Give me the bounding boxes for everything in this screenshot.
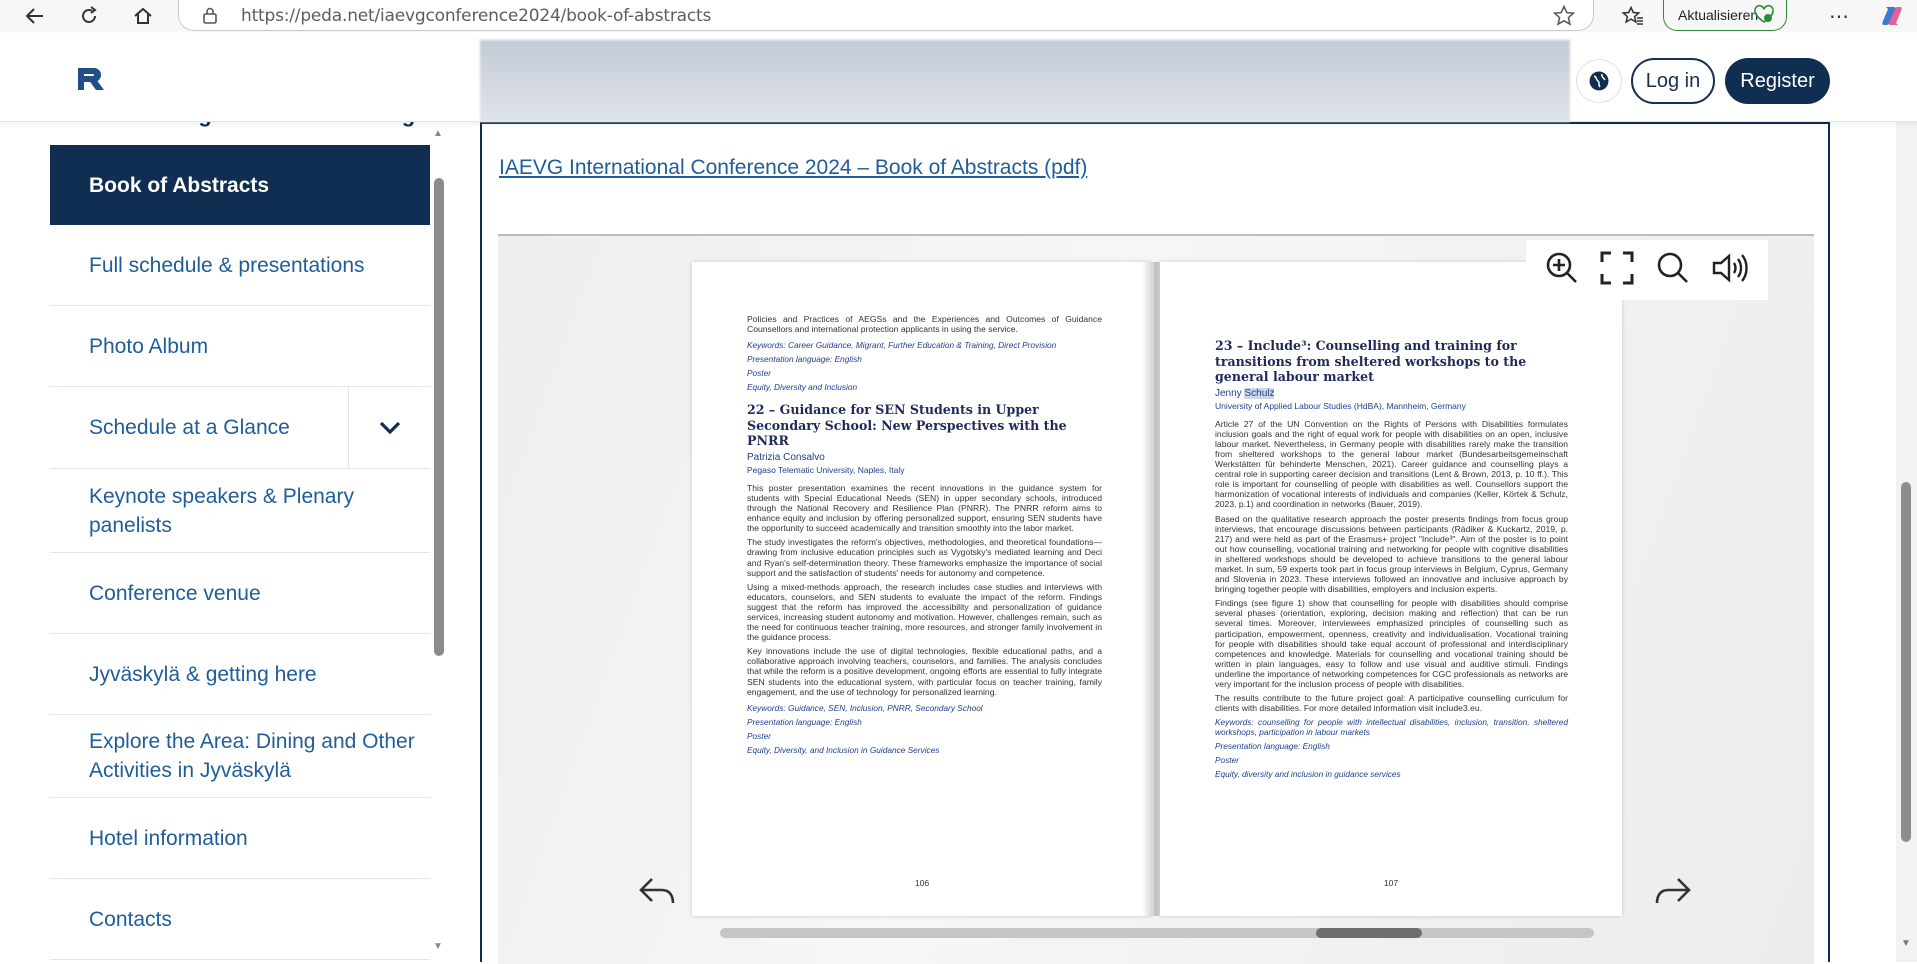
book-page-left (692, 262, 1152, 916)
sidebar-item-book-of-abstracts[interactable] (50, 145, 430, 225)
sidebar-scrollbar-thumb[interactable] (434, 178, 444, 656)
favorites-icon[interactable] (1618, 3, 1648, 29)
sidebar-item-label: Explore the Area: Dining and Other Activities in Jyväskylä (89, 730, 415, 782)
book-page-right (1160, 262, 1622, 916)
sidebar-item-hotel-information[interactable] (50, 798, 430, 879)
abstract-author: Jenny Schulz (1215, 387, 1275, 399)
book-of-abstracts-pdf-link[interactable]: IAEVG International Conference 2024 – Book of Abstracts (pdf) (499, 156, 1088, 179)
theme-text: Equity, diversity and inclusion in guidance services (1215, 769, 1401, 780)
sidebar-item-conference-venue[interactable] (50, 553, 430, 634)
theme-text: Equity, Diversity and Inclusion (747, 382, 858, 393)
sidebar-item-photo-album[interactable] (50, 306, 430, 387)
scroll-up-arrow-icon[interactable]: ▲ (433, 128, 443, 139)
presentation-language-text: Presentation language: English (747, 354, 862, 365)
sidebar-item-label: Book of Abstracts (89, 173, 270, 197)
presentation-type-text: Poster (1215, 755, 1239, 766)
register-button[interactable]: Register (1725, 58, 1830, 104)
page-text: Policies and Practices of AEGSs and the Experiences and Outcomes of Guidance Counsellors and international protection applicants in using the service. (747, 314, 1102, 335)
browser-toolbar (0, 0, 1917, 32)
update-label: Aktualisieren (1678, 7, 1759, 23)
keywords-text: Keywords: Career Guidance, Migrant, Further Education & Training, Direct Provision (747, 340, 1057, 351)
sidebar-item-label: Schedule at a Glance (89, 416, 290, 439)
reload-icon[interactable] (74, 3, 104, 29)
abstract-author: Patrizia Consalvo (747, 451, 825, 463)
back-icon[interactable] (20, 3, 50, 29)
presentation-type-text: Poster (747, 368, 771, 379)
page-text: The study investigates the reform's objectives, methodologies, and theoretical foundations—drawing from inclusive education principles such as Vygotsky's mediated learning and Deci and Ryan's self-determination theory. These frameworks emphasize the importance of social support and the satisfaction of students' needs for autonomy and competence. (747, 537, 1102, 578)
page-number: 107 (1383, 878, 1399, 888)
site-header (0, 40, 1917, 122)
more-options-icon[interactable]: ⋯ (1829, 5, 1849, 28)
abstract-affiliation: University of Applied Labour Studies (HdBA), Mannheim, Germany (1215, 400, 1466, 411)
sidebar-item-keynote-speakers[interactable] (50, 469, 430, 553)
heart-update-icon (1754, 6, 1774, 27)
login-button[interactable]: Log in (1631, 58, 1715, 104)
previous-page-arrow-icon[interactable] (638, 876, 676, 911)
abstract-title: 23 – Include³: Counselling and training for transitions from sheltered workshops to the general labour market (1215, 338, 1527, 384)
globe-icon (1588, 70, 1610, 92)
zoom-in-icon[interactable] (1545, 251, 1579, 290)
page-text: The results contribute to the future project goal: A participative counselling curriculum for clients with disabilities. For more detailed information visit include3.eu. (1215, 693, 1568, 714)
scroll-down-arrow-icon[interactable]: ▼ (433, 941, 443, 952)
url-text[interactable]: https://peda.net/iaevgconference2024/book-of-abstracts (241, 6, 712, 26)
page-text: Based on the qualitative research approach the poster presents findings from focus group interviews, that encourage discussions between participants (Rädiker & Kuckartz, 2019, p. 217) and were held as part of the Erasmus+ project "Include³". Aim of the poster is to point out how counselling, vocational training and networking for people with cognitive disabilities in sheltered workshops should be developed to achieve transitions to the general labour market. In sum, 59 experts took part in focus group interviews in Belgium, Cyprus, Germany and Slovenia in 2023. These interviews followed an innovative and inclusive approach by bringing together people with disabilities, employers and inclusion experts. (1215, 513, 1568, 595)
sidebar-item-label: Contacts (89, 907, 172, 931)
address-bar[interactable] (178, 0, 1594, 31)
main-content (480, 122, 1830, 962)
abstract-affiliation: Pegaso Telematic University, Naples, Italy (747, 464, 905, 475)
language-globe-button[interactable] (1577, 60, 1621, 102)
sidebar-item-full-schedule[interactable] (50, 225, 430, 306)
header-blurred-area (480, 40, 1570, 122)
copilot-icon[interactable] (1877, 3, 1907, 29)
flipbook-viewer[interactable] (498, 234, 1814, 964)
page-text: Key innovations include the use of digital technologies, flexible educational paths, and a collaborative approach involving teachers, counselors, and families. The analysis concludes that while the reform is a positive development, ongoing efforts are essential to fully integrate SEN students into the educational system, with particular focus on teacher training, family engagement, and the use of technology for personalized learning. (747, 646, 1102, 697)
presentation-type-text: Poster (747, 730, 771, 741)
expand-submenu-button[interactable] (348, 387, 430, 468)
abstract-title: 22 – Guidance for SEN Students in Upper Secondary School: New Perspectives with the PNRR (747, 402, 1067, 449)
peda-logo-icon[interactable] (76, 66, 106, 97)
sidebar-item-label: Keynote speakers & Plenary panelists (89, 484, 354, 537)
favorite-star-icon[interactable] (1553, 5, 1575, 31)
page-number: 106 (914, 878, 930, 888)
chevron-down-icon (379, 421, 401, 435)
sidebar-item-jyvaskyla-getting-here[interactable] (50, 634, 430, 715)
next-page-arrow-icon[interactable] (1654, 876, 1692, 911)
sidebar-item-schedule-at-a-glance[interactable] (50, 387, 430, 469)
sidebar-nav (50, 122, 430, 962)
theme-text: Equity, Diversity, and Inclusion in Guidance Services (747, 744, 940, 755)
page-text: Article 27 of the UN Convention on the Rights of Persons with Disabilities formulates inclusion goals and the right of equal work for people with disabilities on an open, inclusive labour market. Nevertheless, in Germany people with disabilities rarely make the transition from sheltered workshops to the general labour market (Bundesarbeitsgemeinschaft Werkstätten für behinderte Menschen, 2021). Career guidance and counselling plays a central role in supporting career decision and transitions (Lent & Brown, 2013, p. 10 ff.). This role is important for counselling of people with disabilities as well. Counsellors support the harmonization of vocational interests of individuals and companies (Keller, Körtek & Schulz, 2023, p.1) and coordination in networks (Bauer, 2019). (1215, 418, 1568, 510)
update-button[interactable] (1663, 0, 1787, 31)
search-highlight: Schulz (1244, 387, 1275, 399)
sidebar-item-label: Photo Album (89, 334, 209, 358)
presentation-language-text: Presentation language: English (1215, 741, 1330, 752)
page-text: This poster presentation examines the recent innovations in the guidance system for students with Special Educational Needs (SEN) in upper secondary schools, introduced through the National Recovery and Resilience Plan (PNRR). The PNRR reform aims to enhance equity and inclusion by offering personalized support, ensuring SEN students have the opportunity to succeed academically and transition smoothly into the labor market. (747, 482, 1102, 534)
lock-icon (203, 7, 217, 29)
sidebar-item-explore-the-area[interactable] (50, 715, 430, 798)
scroll-down-arrow-icon[interactable]: ▼ (1901, 938, 1911, 949)
page-text: Findings (see figure 1) show that counselling for people with disabilities should comprise several phases (orientation, exploring, decision making and reflection) that can be run several times. Moreover, interviewees emphasized principles of counselling such as participation, empowerment, openness, creativity and individualisation. Vocational training for people with disabilities should take equal account of professional and interdisciplinary competences and knowledge. Materials for counselling and vocational training should be written in plain languages, easy to follow and use visual and auditive stimuli. Findings underline the importance of networking competences for CGC professionals as networks are very important for the inclusion process of people with disabilities. (1215, 598, 1568, 690)
read-aloud-speaker-icon[interactable] (1711, 251, 1749, 290)
sidebar-item-label: Full schedule & presentations (89, 253, 365, 277)
search-icon[interactable] (1656, 251, 1690, 290)
presentation-language-text: Presentation language: English (747, 716, 862, 727)
home-icon[interactable] (128, 3, 158, 29)
sidebar-item-label: Jyväskylä & getting here (89, 662, 317, 686)
page-text: Using a mixed-methods approach, the research includes case studies and interviews with educators, counselors, and SEN students to evaluate the impact of the reform. Findings suggest that the reform has improved the accessibility and personalization of guidance services, increasing student autonomy and motivation. However, challenges remain, such as the need for continuous teacher training, more resources, and stronger family involvement in the guidance process. (747, 581, 1102, 643)
viewer-scrollbar-thumb[interactable] (1316, 928, 1422, 938)
sidebar-item-contacts[interactable] (50, 879, 430, 960)
viewer-toolbar (1526, 240, 1768, 300)
keywords-text: Keywords: counselling for people with intellectual disabilities, inclusion, transition, sheltered workshops, participation in labour markets (1215, 717, 1568, 738)
keywords-text: Keywords: Guidance, SEN, Inclusion, PNRR, Secondary School (747, 702, 983, 713)
page-scrollbar-thumb[interactable] (1901, 482, 1911, 842)
viewer-horizontal-scrollbar[interactable] (720, 928, 1594, 938)
fullscreen-icon[interactable] (1600, 251, 1634, 290)
sidebar-item-label: Hotel information (89, 826, 248, 850)
sidebar-item-label: Conference venue (89, 581, 261, 605)
